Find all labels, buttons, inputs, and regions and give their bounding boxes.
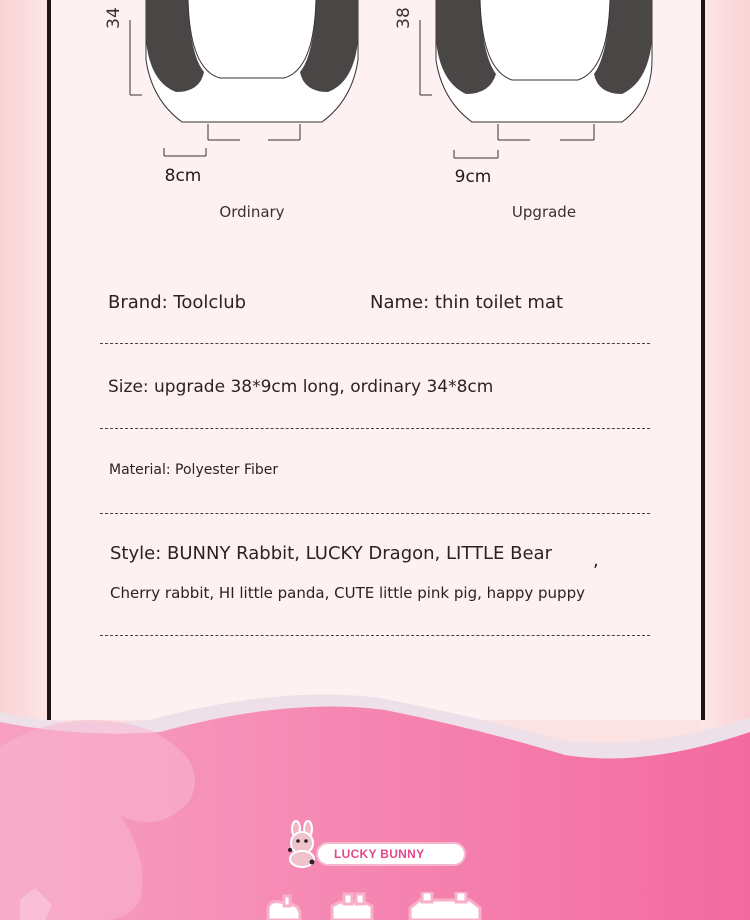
size-text: Size: upgrade 38*9cm long, ordinary 34*8cm <box>108 377 494 397</box>
bunny-icon <box>282 820 330 868</box>
product-name-text: Name: thin toilet mat <box>370 292 564 313</box>
style-text-line2: Cherry rabbit, HI little panda, CUTE little pink pig, happy puppy <box>110 584 585 602</box>
lucky-bunny-badge <box>282 820 466 868</box>
ordinary-caption: Ordinary <box>219 203 285 221</box>
style-stray-mark: , <box>593 550 599 571</box>
style-text-line1: Style: BUNNY Rabbit, LUCKY Dragon, LITTLE Bear <box>110 543 552 564</box>
ordinary-width-label: 8cm <box>164 166 202 186</box>
upgrade-width-label: 9cm <box>454 167 492 187</box>
ordinary-height-label: 34 <box>103 7 124 29</box>
brand-text: Brand: Toolclub <box>108 292 247 313</box>
upgrade-caption: Upgrade <box>511 203 577 221</box>
cropped-title-shapes <box>260 892 490 920</box>
badge-text: LUCKY BUNNY <box>334 847 425 861</box>
upgrade-height-label: 38 <box>393 7 414 29</box>
material-text: Material: Polyester Fiber <box>109 462 279 478</box>
